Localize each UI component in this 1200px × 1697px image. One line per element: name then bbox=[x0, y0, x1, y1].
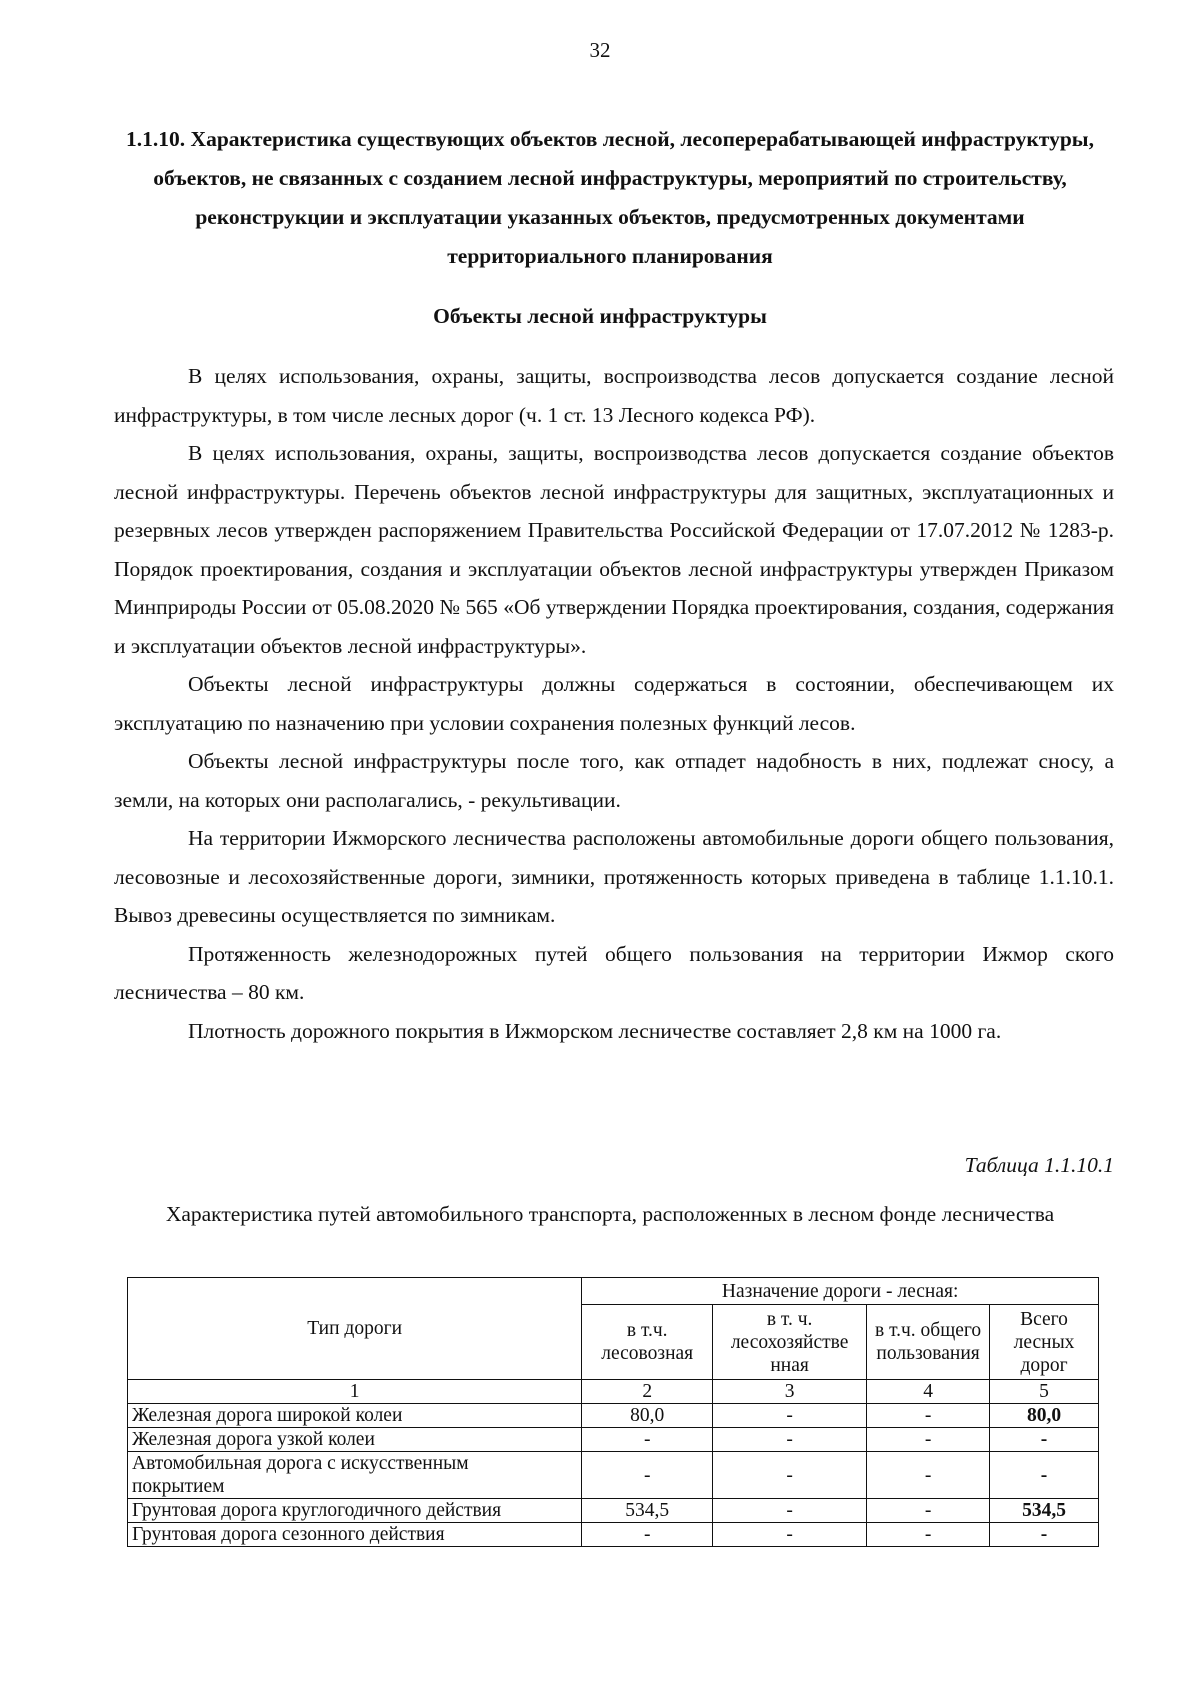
column-number: 5 bbox=[990, 1380, 1099, 1404]
cell-forestry: - bbox=[713, 1523, 867, 1547]
table-caption: Характеристика путей автомобильного транспорта, расположенных в лесном фонде лесничества bbox=[165, 1202, 1055, 1226]
cell-total: - bbox=[990, 1523, 1099, 1547]
cell-road-type: Железная дорога узкой колеи bbox=[128, 1428, 582, 1452]
column-number: 1 bbox=[128, 1380, 582, 1404]
cell-road-type-text: Автомобильная дорога с искусственным покрытием bbox=[132, 1453, 469, 1497]
cell-public: - bbox=[867, 1428, 990, 1452]
cell-road-type bbox=[128, 1452, 582, 1499]
cell-total: - bbox=[990, 1428, 1099, 1452]
table-row bbox=[128, 1404, 1099, 1428]
cell-total: 80,0 bbox=[990, 1404, 1099, 1428]
cell-logging: - bbox=[582, 1523, 713, 1547]
header-logging: в т.ч. лесовозная bbox=[582, 1305, 713, 1380]
cell-road-type: Грунтовая дорога сезонного действия bbox=[128, 1523, 582, 1547]
paragraph: В целях использования, охраны, защиты, воспроизводства лесов допускается создание объектов лесной инфраструктуры. Перечень объектов лесной инфраструктуры для защитных, эксплуатационных и резервных лесов утвержден распоряжением Правительства Российской Федерации от 17.07.2012 № 1283-р. Порядок проектирования, создания и эксплуатации объектов лесной инфраструктуры утвержден Приказом Минприроды России от 05.08.2020 № 565 «Об утверждении Порядка проектирования, создания, содержания и эксплуатации объектов лесной инфраструктуры». bbox=[114, 441, 1114, 658]
paragraph: Плотность дорожного покрытия в Ижморском лесничестве составляет 2,8 км на 1000 га. bbox=[188, 1018, 1002, 1043]
section-heading: 1.1.10. Характеристика существующих объектов лесной, лесоперерабатывающей инфраструктуры, объектов, не связанных с созданием лесной инфраструктуры, мероприятий по строительству, реконструкции и эксплуатации указанных объектов, предусмотренных документами территориального планирования bbox=[126, 127, 1094, 268]
paragraph: Объекты лесной инфраструктуры должны содержаться в состоянии, обеспечивающем их эксплуатацию по назначению при условии сохранения полезных функций лесов. bbox=[114, 672, 1114, 735]
cell-logging: - bbox=[582, 1428, 713, 1452]
cell-public: - bbox=[867, 1499, 990, 1523]
header-total: Всего лесных дорог bbox=[990, 1305, 1099, 1380]
table-label: Таблица 1.1.10.1 bbox=[964, 1153, 1114, 1177]
table-row bbox=[128, 1523, 1099, 1547]
column-number: 4 bbox=[867, 1380, 990, 1404]
table-row bbox=[128, 1452, 1099, 1499]
cell-logging: - bbox=[582, 1452, 713, 1499]
cell-forestry: - bbox=[713, 1452, 867, 1499]
roads-table bbox=[127, 1277, 1099, 1547]
cell-public: - bbox=[867, 1404, 990, 1428]
paragraph: На территории Ижморского лесничества расположены автомобильные дороги общего пользования, лесовозные и лесохозяйственные дороги, зимники, протяженность которых приведена в таблице 1.1.10.1. Вывоз древесины осуществляется по зимникам. bbox=[114, 826, 1114, 927]
cell-logging: 534,5 bbox=[582, 1499, 713, 1523]
table-header-row bbox=[128, 1278, 1099, 1305]
table-row bbox=[128, 1499, 1099, 1523]
cell-total: - bbox=[990, 1452, 1099, 1499]
header-forestry: в т. ч. лесохозяйстве нная bbox=[713, 1305, 867, 1380]
paragraph: Протяженность железнодорожных путей общего пользования на территории Ижмор ского лесничества – 80 км. bbox=[114, 941, 1114, 1004]
column-number: 2 bbox=[582, 1380, 713, 1404]
header-road-type: Тип дороги bbox=[128, 1278, 582, 1380]
header-public: в т.ч. общего пользования bbox=[867, 1305, 990, 1380]
body-text bbox=[114, 357, 1114, 1050]
cell-total: 534,5 bbox=[990, 1499, 1099, 1523]
cell-logging: 80,0 bbox=[582, 1404, 713, 1428]
paragraph: Объекты лесной инфраструктуры после того, как отпадет надобность в них, подлежат сносу, а земли, на которых они располагались, - рекультивации. bbox=[114, 749, 1114, 812]
cell-road-type: Грунтовая дорога круглогодичного действия bbox=[128, 1499, 582, 1523]
column-number-row bbox=[128, 1380, 1099, 1404]
cell-forestry: - bbox=[713, 1428, 867, 1452]
subheading: Объекты лесной инфраструктуры bbox=[433, 304, 767, 328]
cell-public: - bbox=[867, 1452, 990, 1499]
table-row bbox=[128, 1428, 1099, 1452]
cell-forestry: - bbox=[713, 1499, 867, 1523]
cell-public: - bbox=[867, 1523, 990, 1547]
column-number: 3 bbox=[713, 1380, 867, 1404]
paragraph: В целях использования, охраны, защиты, воспроизводства лесов допускается создание лесной инфраструктуры, в том числе лесных дорог (ч. 1 ст. 13 Лесного кодекса РФ). bbox=[114, 364, 1114, 427]
page-number: 32 bbox=[589, 38, 611, 62]
cell-road-type: Железная дорога широкой колеи bbox=[128, 1404, 582, 1428]
header-group: Назначение дороги - лесная: bbox=[582, 1278, 1099, 1305]
cell-forestry: - bbox=[713, 1404, 867, 1428]
